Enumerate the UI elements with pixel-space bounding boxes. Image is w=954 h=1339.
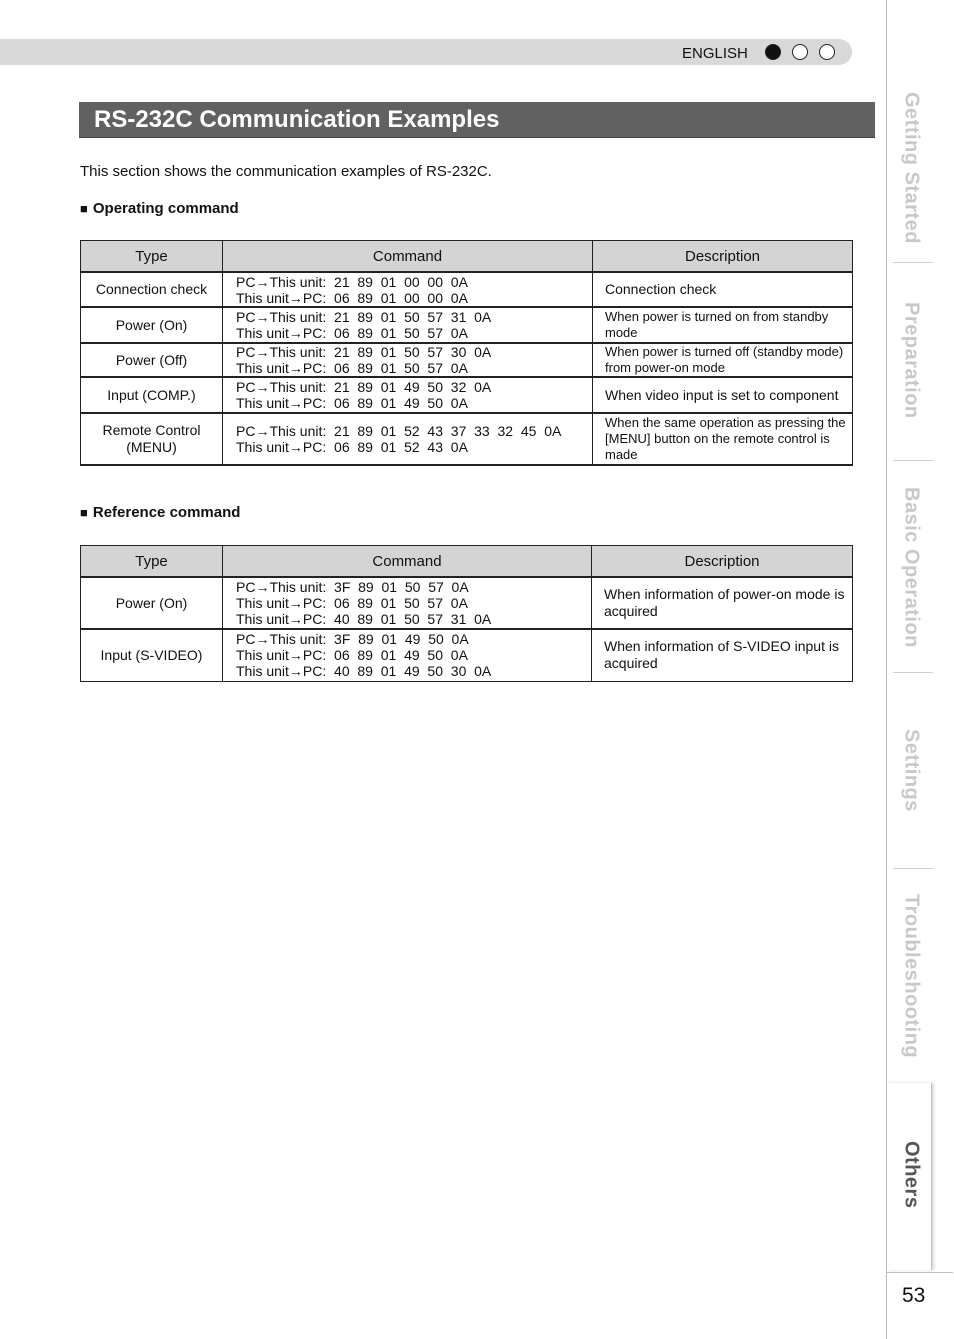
table-row	[81, 343, 853, 377]
section-indicator-filled-icon	[765, 44, 781, 60]
page-title: RS-232C Communication Examples	[94, 106, 500, 133]
column-header-description: Description	[592, 546, 853, 578]
operating-command-heading: ■ Operating command	[80, 200, 239, 217]
command-cell: PC→This unit: 21 89 01 49 50 32 0A This unit→PC: 06 89 01 49 50 0A	[223, 377, 593, 413]
tab-divider	[893, 262, 933, 263]
table-row	[81, 377, 853, 413]
description-cell: When power is turned on from standby mode	[593, 307, 853, 343]
reference-command-heading: ■ Reference command	[80, 504, 241, 521]
type-cell: Power (Off)	[81, 343, 223, 377]
square-bullet-icon: ■	[80, 201, 88, 216]
tab-divider	[893, 460, 933, 461]
description-cell: When the same operation as pressing the [MENU] button on the remote control is made	[593, 413, 853, 465]
side-tab-settings[interactable]: Settings	[900, 729, 923, 812]
description-cell: When information of S-VIDEO input is acquired	[592, 629, 853, 681]
tab-divider	[893, 868, 933, 869]
command-cell: PC→This unit: 21 89 01 52 43 37 33 32 45 0A This unit→PC: 06 89 01 52 43 0A	[223, 413, 593, 465]
command-cell: PC→This unit: 3F 89 01 50 57 0A This unit→PC: 06 89 01 50 57 0A This unit→PC: 40 89 01 50 57 31 0A	[223, 577, 592, 629]
description-cell: Connection check	[593, 272, 853, 307]
description-cell: When video input is set to component	[593, 377, 853, 413]
side-tab-preparation[interactable]: Preparation	[900, 302, 923, 419]
type-cell: Power (On)	[81, 307, 223, 343]
section-indicator-empty-icon	[819, 44, 835, 60]
command-cell: PC→This unit: 21 89 01 50 57 30 0A This unit→PC: 06 89 01 50 57 0A	[223, 343, 593, 377]
type-cell: Input (COMP.)	[81, 377, 223, 413]
command-cell: PC→This unit: 21 89 01 50 57 31 0A This unit→PC: 06 89 01 50 57 0A	[223, 307, 593, 343]
type-cell: Remote Control (MENU)	[81, 413, 223, 465]
type-cell: Power (On)	[81, 577, 223, 629]
language-label: ENGLISH	[682, 45, 748, 62]
column-header-description: Description	[593, 241, 853, 273]
table-row	[81, 413, 853, 465]
page-number: 53	[902, 1284, 926, 1307]
reference-command-table	[80, 545, 853, 682]
side-tab-others[interactable]: Others	[900, 1141, 923, 1209]
type-cell: Connection check	[81, 272, 223, 307]
operating-command-table	[80, 240, 853, 466]
table-row	[81, 272, 853, 307]
type-cell: Input (S-VIDEO)	[81, 629, 223, 681]
column-header-type: Type	[81, 241, 223, 273]
column-header-type: Type	[81, 546, 223, 578]
table-row	[81, 629, 853, 681]
column-header-command: Command	[223, 241, 593, 273]
table-row	[81, 307, 853, 343]
side-tab-troubleshooting[interactable]: Troubleshooting	[900, 893, 923, 1059]
section-indicator-empty-icon	[792, 44, 808, 60]
tab-divider	[893, 672, 933, 673]
command-cell: PC→This unit: 3F 89 01 49 50 0A This unit→PC: 06 89 01 49 50 0A This unit→PC: 40 89 01 49 50 30 0A	[223, 629, 592, 681]
page-title-bar	[79, 102, 875, 138]
description-cell: When information of power-on mode is acquired	[592, 577, 853, 629]
table-row	[81, 577, 853, 629]
description-cell: When power is turned off (standby mode) from power-on mode	[593, 343, 853, 377]
command-cell: PC→This unit: 21 89 01 00 00 0A This unit→PC: 06 89 01 00 00 0A	[223, 272, 593, 307]
square-bullet-icon: ■	[80, 505, 88, 520]
side-tab-getting-started[interactable]: Getting Started	[900, 91, 923, 244]
column-header-command: Command	[223, 546, 592, 578]
side-tab-basic-operation[interactable]: Basic Operation	[900, 487, 923, 648]
intro-text: This section shows the communication examples of RS-232C.	[80, 163, 492, 180]
